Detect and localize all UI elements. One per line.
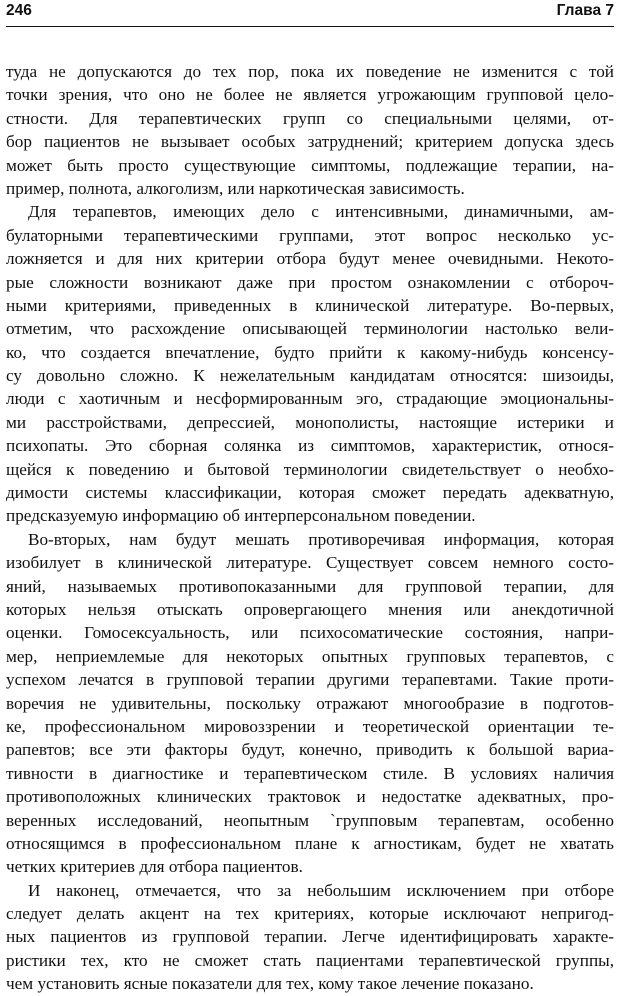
text-line: тивности в диагностике и терапевтическом стиле. В условиях наличия (6, 763, 614, 783)
text-line: ных пациентов из групповой терапии. Легче идентифицировать характе- (6, 927, 614, 947)
text-line: Для терапевтов, имеющих дело с интенсивными, динамичными, ам- (28, 202, 614, 222)
text-line: яний, называемых противопоказанными для групповой терапии, для (6, 576, 614, 596)
text-line: ко, что создается впечатление, будто прийти к какому-нибудь консенсу- (6, 342, 614, 362)
text-line: веренных исследований, неопытным `групповым терапевтам, особенно (6, 810, 614, 830)
text-line: точки зрения, что оно не более не является угрожающим групповой цело- (6, 85, 614, 105)
text-line: четких критериев для отбора пациентов. (6, 857, 303, 877)
text-line: ристики тех, кто не сможет стать пациентами терапевтической группы, (6, 950, 614, 970)
text-line: И наконец, отмечается, что за небольшим исключением при отборе (28, 880, 614, 900)
text-line: пример, полнота, алкоголизм, или наркотическая зависимость. (6, 178, 465, 198)
page-header (6, 0, 614, 27)
text-line: ложняется и для них критерии отбора будут менее очевидными. Некото- (6, 249, 614, 269)
paragraph (6, 879, 614, 996)
text-line: Во-вторых, нам будут мешать противоречивая информация, которая (28, 529, 614, 549)
text-line: относящимся в профессиональном плане к агностикам, будет не хватать (6, 833, 614, 853)
paragraph (6, 60, 614, 200)
text-line: щейся к поведению и бытовой терминологии свидетельствует о необхо- (6, 459, 614, 479)
text-line: булаторными терапевтическими группами, этот вопрос несколько ус- (6, 225, 614, 245)
text-line: психопаты. Это сборная солянка из симптомов, характеристик, относя- (6, 436, 614, 456)
chapter-running-head: Глава 7 (556, 2, 614, 19)
paragraph (6, 528, 614, 879)
text-line: су довольно сложно. К нежелательным кандидатам относятся: шизоиды, (6, 366, 614, 386)
text-line: изобилует в клинической литературе. Существует совсем немного состо- (6, 553, 614, 573)
text-line: туда не допускаются до тех пор, пока их поведение не изменится с той (6, 62, 614, 81)
text-line: воречия не удивительны, поскольку отражают многообразие в подготов- (6, 693, 614, 713)
text-line: отметим, что расхождение описывающей терминологии настолько вели- (6, 319, 614, 339)
text-line: предсказуемую информацию об интерперсональном поведении. (6, 506, 476, 526)
text-line: чем установить ясные показатели для тех, кому такое лечение показано. (6, 974, 534, 994)
body-text (6, 60, 614, 996)
text-line: ными критериями, приведенных в клинической литературе. Во-первых, (6, 295, 614, 315)
page-number: 246 (6, 2, 32, 19)
text-line: которых нельзя отыскать опровергающего мнения или анекдотичной (6, 599, 614, 619)
text-line: может быть просто существующие симптомы, подлежащие терапии, на- (6, 155, 614, 175)
text-line: люди с хаотичным и несформированным эго, страдающие эмоциональны- (6, 389, 614, 409)
text-line: ке, профессиональном мировоззрении и теоретической ориентации те- (6, 716, 614, 736)
text-line: противоположных клинических трактовок и недостатке адекватных, про- (6, 787, 614, 807)
text-line: оценки. Гомосексуальность, или психосоматические состояния, напри- (6, 623, 614, 643)
text-line: рапевтов; все эти факторы будут, конечно, приводить к большой вариа- (6, 740, 614, 760)
text-line: мер, неприемлемые для некоторых опытных групповых терапевтов, с (6, 646, 614, 666)
text-line: следует делать акцент на тех критериях, которые исключают непригод- (6, 904, 614, 924)
text-line: бор пациентов не вызывает особых затруднений; критерием допуска здесь (6, 132, 614, 152)
text-line: успехом лечатся в групповой терапии другими терапевтами. Такие проти- (6, 670, 614, 690)
text-line: стности. Для терапевтических групп со специальными целями, от- (6, 108, 614, 128)
text-line: ми расстройствами, депрессией, монополисты, настоящие истерики и (6, 412, 614, 432)
text-line: димости системы классификации, которая сможет передать адекватную, (6, 483, 614, 503)
paragraph (6, 200, 614, 527)
text-line: рые сложности возникают даже при простом ознакомлении с отборoч- (6, 272, 614, 292)
